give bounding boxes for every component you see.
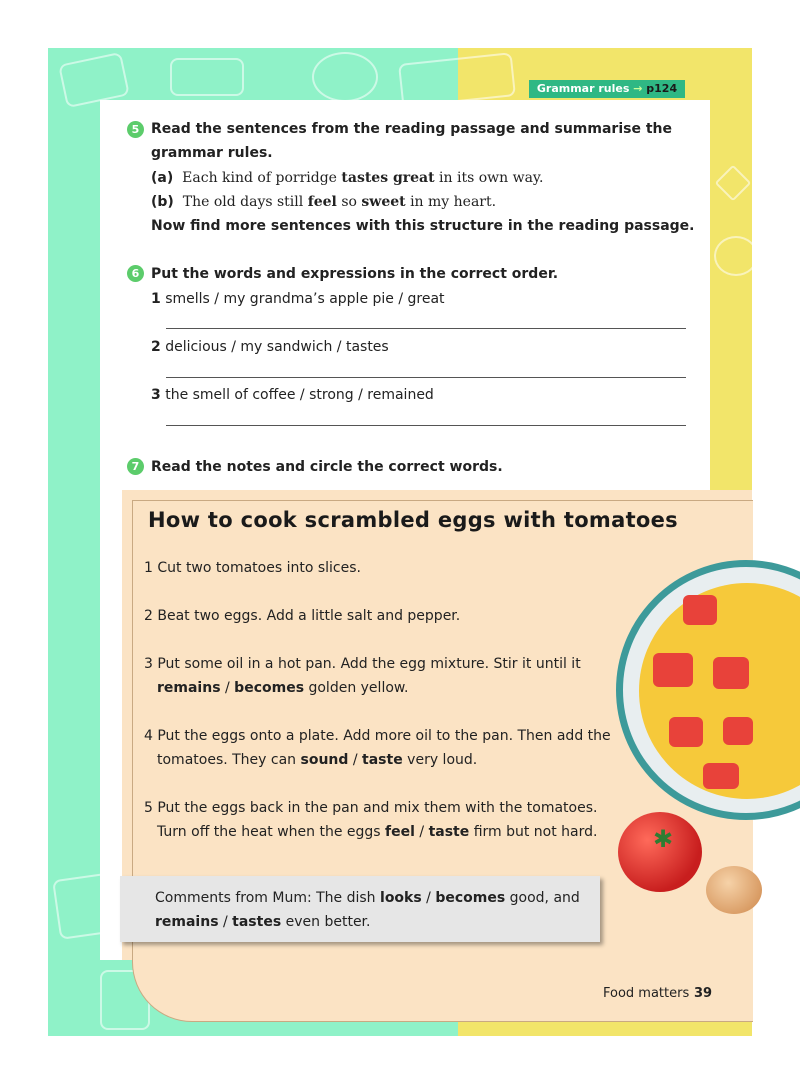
comment-pre: Comments from Mum: The dish bbox=[155, 890, 376, 906]
q5-a-post: in its own way. bbox=[439, 170, 544, 186]
step-3-option-becomes[interactable]: becomes bbox=[234, 680, 305, 696]
q5-followup: Now find more sentences with this structure in the reading passage. bbox=[151, 218, 695, 234]
step-5-end: firm but not hard. bbox=[473, 824, 598, 840]
comment-option-looks[interactable]: looks bbox=[380, 890, 422, 906]
doodle-book-icon bbox=[170, 58, 244, 96]
q6-item-2-text: delicious / my sandwich / tastes bbox=[165, 339, 389, 355]
step-5-line2 bbox=[157, 820, 597, 844]
grammar-rules-label: Grammar rules bbox=[536, 82, 630, 95]
q5-a-label: (a) bbox=[151, 170, 174, 186]
egg-illustration bbox=[706, 866, 762, 914]
step-4-pre: tomatoes. They can bbox=[157, 752, 297, 768]
comment-option-remains[interactable]: remains bbox=[155, 914, 219, 930]
tomato-slice bbox=[713, 657, 749, 689]
q5-instruction-line1: Read the sentences from the reading passage and summarise the bbox=[151, 121, 672, 137]
step-3-line1: 3 Put some oil in a hot pan. Add the egg mixture. Stir it until it bbox=[144, 656, 581, 672]
q6-instruction: Put the words and expressions in the correct order. bbox=[151, 266, 559, 282]
question-6-badge: 6 bbox=[127, 265, 144, 282]
step-3-option-remains[interactable]: remains bbox=[157, 680, 221, 696]
tomato-slice bbox=[683, 595, 717, 625]
grammar-rules-link[interactable] bbox=[529, 80, 685, 98]
notes-title: How to cook scrambled eggs with tomatoes bbox=[148, 508, 678, 532]
step-4-option-sound[interactable]: sound bbox=[300, 752, 349, 768]
q6-answer-line-1[interactable] bbox=[166, 328, 686, 329]
tomato-slice bbox=[723, 717, 753, 745]
tomato-slice bbox=[653, 653, 693, 687]
comment-line1 bbox=[155, 886, 580, 910]
comment-line2 bbox=[155, 910, 370, 934]
step-3-end: golden yellow. bbox=[308, 680, 409, 696]
q5-b-label: (b) bbox=[151, 194, 174, 210]
question-5-badge: 5 bbox=[127, 121, 144, 138]
doodle-speech-bubble-icon bbox=[312, 52, 378, 102]
q5-a-bold: tastes great bbox=[341, 170, 435, 186]
q5-b-pre: The old days still bbox=[182, 194, 304, 210]
q5-b-bold2: sweet bbox=[361, 194, 406, 210]
q5-b-post: in my heart. bbox=[410, 194, 497, 210]
step-1: 1 Cut two tomatoes into slices. bbox=[144, 560, 361, 576]
step-2: 2 Beat two eggs. Add a little salt and pepper. bbox=[144, 608, 461, 624]
step-4-separator: / bbox=[352, 752, 358, 768]
tomato-slice bbox=[669, 717, 703, 747]
step-5-line1: 5 Put the eggs back in the pan and mix them with the tomatoes. bbox=[144, 800, 598, 816]
q5-instruction-line2: grammar rules. bbox=[151, 145, 273, 161]
q5-a-pre: Each kind of porridge bbox=[182, 170, 337, 186]
step-5-separator: / bbox=[419, 824, 425, 840]
q6-item-3-number: 3 bbox=[151, 387, 161, 403]
comment-separator-1: / bbox=[426, 890, 431, 906]
step-4-line1: 4 Put the eggs onto a plate. Add more oil to the pan. Then add the bbox=[144, 728, 611, 744]
step-5-option-taste[interactable]: taste bbox=[428, 824, 470, 840]
grammar-rules-page: p124 bbox=[646, 82, 678, 95]
comment-separator-2: / bbox=[223, 914, 228, 930]
step-3-separator: / bbox=[225, 680, 230, 696]
step-4-option-taste[interactable]: taste bbox=[362, 752, 403, 768]
q5-sentence-b bbox=[151, 190, 496, 214]
footer-section-name: Food matters bbox=[603, 986, 690, 1001]
step-4-end: very loud. bbox=[407, 752, 478, 768]
step-5-option-feel[interactable]: feel bbox=[385, 824, 415, 840]
q6-item-2-number: 2 bbox=[151, 339, 161, 355]
tomato-slice bbox=[703, 763, 739, 789]
step-5-pre: Turn off the heat when the eggs bbox=[157, 824, 381, 840]
q5-b-bold1: feel bbox=[307, 194, 337, 210]
q6-item-3 bbox=[151, 383, 434, 407]
question-7-badge: 7 bbox=[127, 458, 144, 475]
q5-b-mid: so bbox=[341, 194, 357, 210]
q7-instruction: Read the notes and circle the correct words. bbox=[151, 459, 503, 475]
q6-answer-line-2[interactable] bbox=[166, 377, 686, 378]
comment-end: even better. bbox=[285, 914, 371, 930]
step-4-line2 bbox=[157, 748, 477, 772]
q6-item-1-text: smells / my grandma’s apple pie / great bbox=[165, 291, 445, 307]
q6-answer-line-3[interactable] bbox=[166, 425, 686, 426]
comment-option-becomes[interactable]: becomes bbox=[435, 890, 506, 906]
q6-item-3-text: the smell of coffee / strong / remained bbox=[165, 387, 434, 403]
comment-mid: good, and bbox=[509, 890, 580, 906]
footer-page-number: 39 bbox=[694, 986, 713, 1001]
q6-item-2 bbox=[151, 335, 389, 359]
tomato-stem-icon: ✱ bbox=[652, 825, 674, 853]
q6-item-1-number: 1 bbox=[151, 291, 161, 307]
comment-option-tastes[interactable]: tastes bbox=[232, 914, 282, 930]
arrow-right-icon: → bbox=[633, 82, 643, 95]
doodle-label-icon bbox=[714, 236, 758, 276]
q6-item-1 bbox=[151, 287, 445, 311]
step-3-line2 bbox=[157, 676, 409, 700]
q5-sentence-a bbox=[151, 166, 543, 190]
